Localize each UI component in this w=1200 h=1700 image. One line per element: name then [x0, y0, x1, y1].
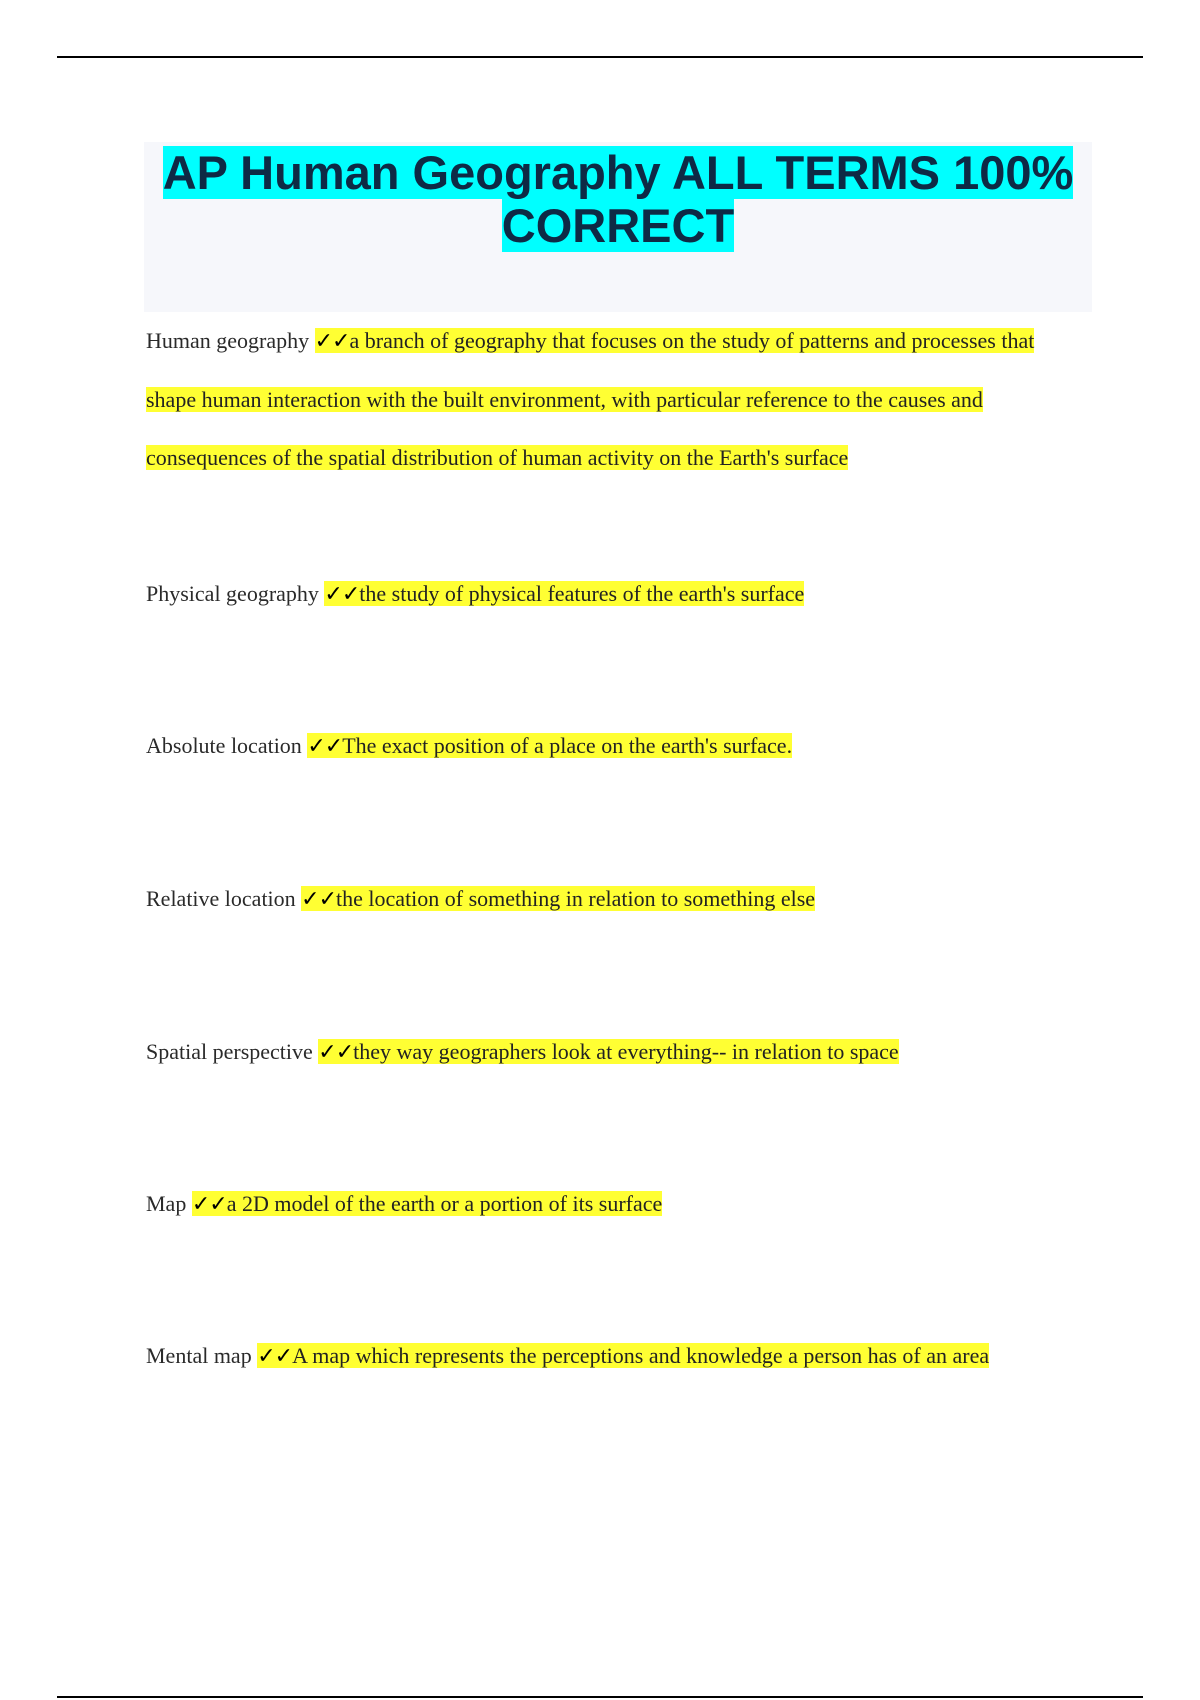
term-definition: a 2D model of the earth or a portion of its surface: [226, 1191, 663, 1216]
term-entry: [146, 1339, 1086, 1374]
term-definition: they way geographers look at everything-- in relation to space: [353, 1039, 899, 1064]
term-entry: [146, 1035, 1086, 1070]
title-line-1: AP Human Geography ALL TERMS 100%: [162, 146, 1074, 199]
term-entry: [146, 729, 1086, 764]
term-entry: [146, 312, 1086, 487]
term-entry: [146, 882, 1086, 917]
term-entry: [146, 577, 1086, 612]
term-entry: [146, 1187, 1086, 1222]
title-line-2: CORRECT: [501, 199, 735, 252]
term-name: Map: [146, 1191, 187, 1216]
term-definition: A map which represents the perceptions and knowledge a person has of an area: [292, 1343, 990, 1368]
double-check-icon: ✓✓: [314, 329, 350, 354]
bottom-rule: [57, 1696, 1143, 1698]
double-check-icon: ✓✓: [191, 1192, 227, 1217]
top-rule: [57, 56, 1143, 58]
double-check-icon: ✓✓: [301, 887, 337, 912]
double-check-icon: ✓✓: [324, 582, 360, 607]
term-definition: the study of physical features of the earth's surface: [359, 581, 805, 606]
term-definition: a branch of geography that focuses on the study of patterns and processes that shape human interaction with the built environment, with particular reference to the causes and consequences of the spatial distribution of human activity on the Earth's surface: [146, 328, 1035, 470]
double-check-icon: ✓✓: [257, 1344, 293, 1369]
term-definition: The exact position of a place on the earth's surface.: [342, 733, 793, 758]
term-definition: the location of something in relation to something else: [336, 886, 816, 911]
term-name: Physical geography: [146, 581, 319, 606]
double-check-icon: ✓✓: [307, 734, 343, 759]
page-title: [144, 146, 1092, 252]
term-name: Relative location: [146, 886, 296, 911]
term-name: Mental map: [146, 1343, 252, 1368]
term-name: Spatial perspective: [146, 1039, 313, 1064]
term-name: Absolute location: [146, 733, 302, 758]
double-check-icon: ✓✓: [318, 1040, 354, 1065]
term-name: Human geography: [146, 328, 310, 353]
